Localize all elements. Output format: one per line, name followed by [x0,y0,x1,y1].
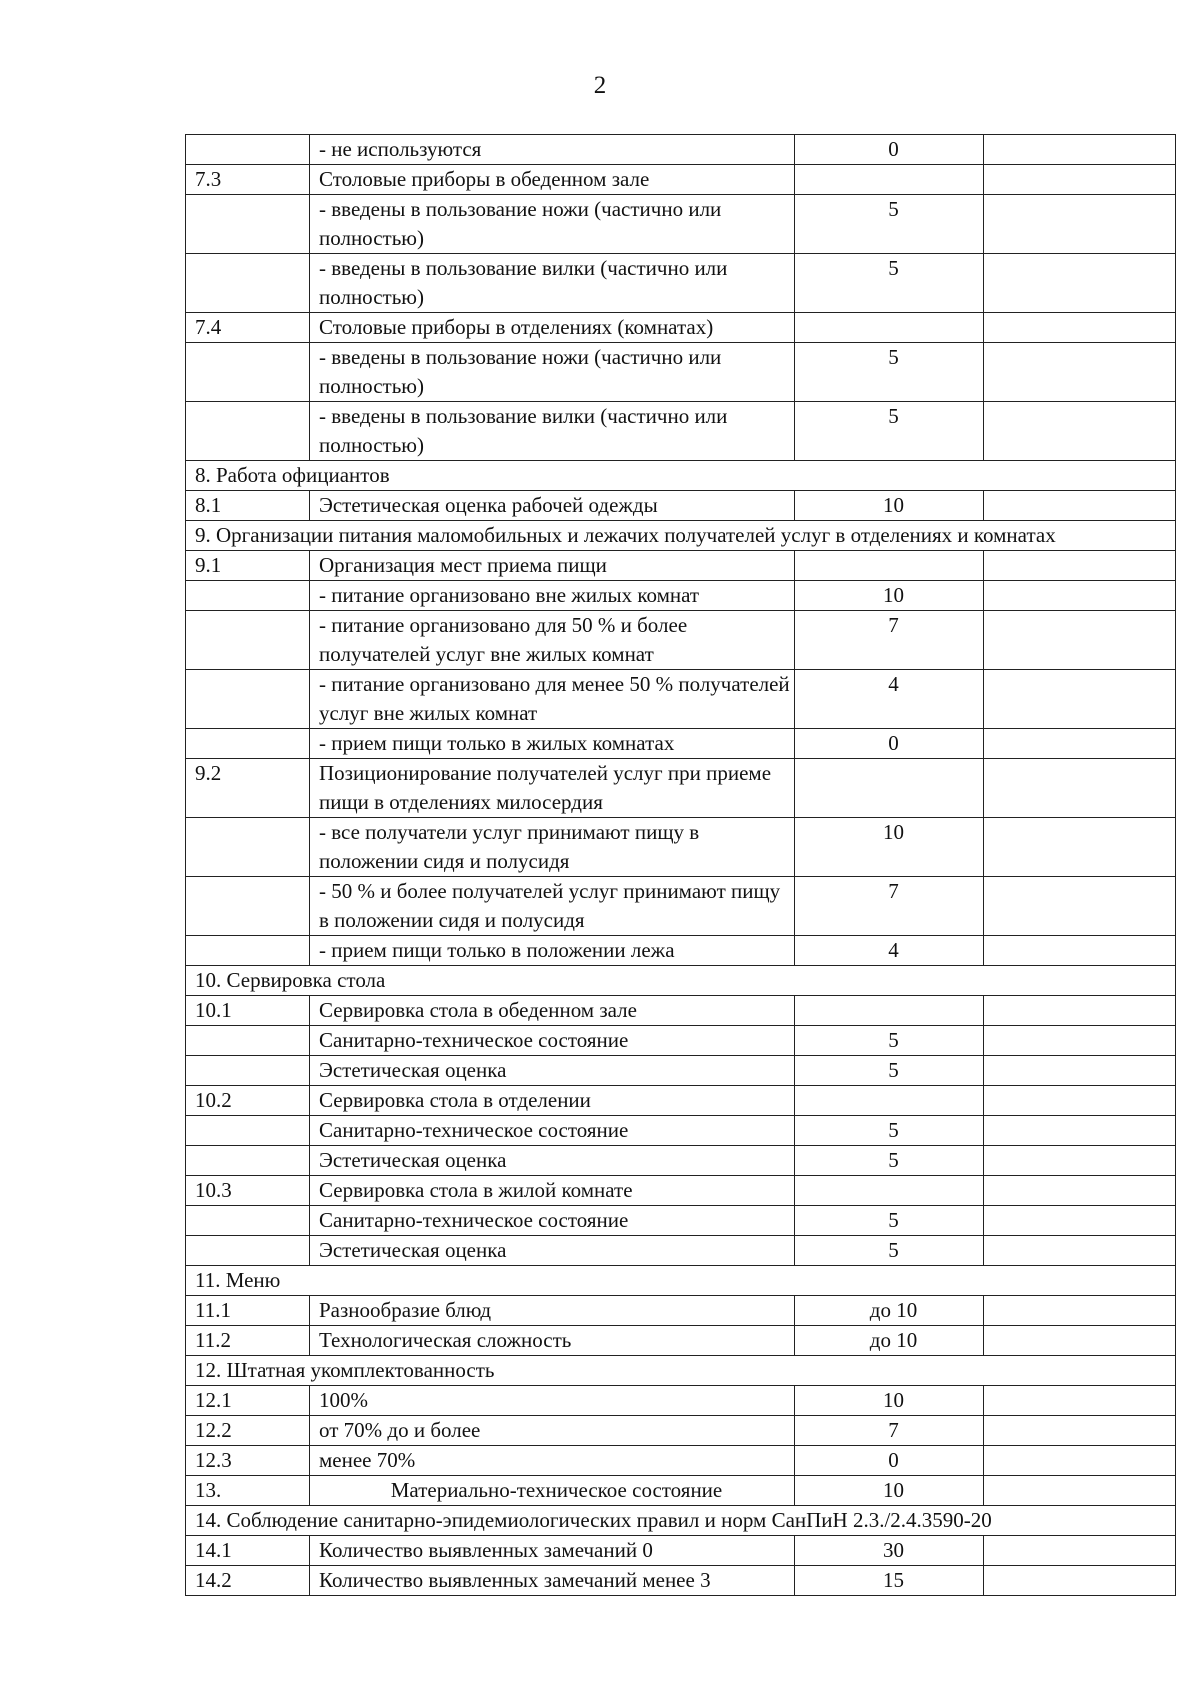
section-title: 10. Сервировка стола [186,966,1176,996]
table-row [186,1026,1176,1056]
criterion-text: Количество выявленных замечаний 0 [310,1536,795,1566]
item-number [186,611,310,670]
item-number [186,254,310,313]
result-cell [984,1536,1176,1566]
result-cell [984,1296,1176,1326]
criterion-text: 100% [310,1386,795,1416]
criterion-text: от 70% до и более [310,1416,795,1446]
criterion-text: Сервировка стола в обеденном зале [310,996,795,1026]
criterion-text: - все получатели услуг принимают пищу в положении сидя и полусидя [310,818,795,877]
item-number: 13. [186,1476,310,1506]
points-value: 5 [795,254,984,313]
points-value: 10 [795,818,984,877]
criterion-text: Разнообразие блюд [310,1296,795,1326]
result-cell [984,1056,1176,1086]
criterion-text: - 50 % и более получателей услуг принимают пищу в положении сидя и полусидя [310,877,795,936]
section-header-row [186,1266,1176,1296]
result-cell [984,1206,1176,1236]
result-cell [984,195,1176,254]
points-value: 0 [795,729,984,759]
item-number [186,402,310,461]
result-cell [984,1476,1176,1506]
points-value: 15 [795,1566,984,1596]
result-cell [984,165,1176,195]
points-value: 0 [795,135,984,165]
criterion-text: Позиционирование получателей услуг при приеме пищи в отделениях милосердия [310,759,795,818]
item-number [186,195,310,254]
table-row [186,1206,1176,1236]
item-number [186,1236,310,1266]
criterion-text: Санитарно-техническое состояние [310,1206,795,1236]
result-cell [984,1416,1176,1446]
item-number [186,670,310,729]
criterion-text: - прием пищи только в жилых комнатах [310,729,795,759]
item-number [186,818,310,877]
points-value: 5 [795,1116,984,1146]
result-cell [984,1236,1176,1266]
table-row [186,581,1176,611]
section-title: 9. Организации питания маломобильных и лежачих получателей услуг в отделениях и комнатах [186,521,1176,551]
points-value: 7 [795,877,984,936]
table-row [186,313,1176,343]
item-number [186,1056,310,1086]
criterion-text: Технологическая сложность [310,1326,795,1356]
result-cell [984,996,1176,1026]
table-row [186,1416,1176,1446]
table-row [186,1296,1176,1326]
item-number [186,729,310,759]
item-number: 9.2 [186,759,310,818]
item-number: 10.1 [186,996,310,1026]
item-number [186,581,310,611]
criterion-text: Столовые приборы в отделениях (комнатах) [310,313,795,343]
item-number: 12.1 [186,1386,310,1416]
points-value [795,165,984,195]
result-cell [984,581,1176,611]
item-number: 12.3 [186,1446,310,1476]
result-cell [984,1326,1176,1356]
points-value: 5 [795,1026,984,1056]
table-row [186,1056,1176,1086]
criterion-text: - питание организовано вне жилых комнат [310,581,795,611]
criterion-text: - не используются [310,135,795,165]
table-row [186,729,1176,759]
criterion-text: Сервировка стола в отделении [310,1086,795,1116]
item-number [186,877,310,936]
item-number: 10.2 [186,1086,310,1116]
result-cell [984,611,1176,670]
table-row [186,551,1176,581]
criterion-text: Эстетическая оценка рабочей одежды [310,491,795,521]
points-value: 5 [795,343,984,402]
criterion-text: Столовые приборы в обеденном зале [310,165,795,195]
table-row [186,996,1176,1026]
result-cell [984,1386,1176,1416]
points-value [795,996,984,1026]
item-number [186,1116,310,1146]
result-cell [984,877,1176,936]
item-number: 7.4 [186,313,310,343]
points-value [795,759,984,818]
points-value: 5 [795,1146,984,1176]
section-header-row [186,461,1176,491]
points-value: 10 [795,1386,984,1416]
points-value: 10 [795,491,984,521]
criterion-text: - введены в пользование ножи (частично или полностью) [310,343,795,402]
points-value: 10 [795,581,984,611]
section-title: 8. Работа официантов [186,461,1176,491]
item-number: 7.3 [186,165,310,195]
result-cell [984,759,1176,818]
table-row [186,1236,1176,1266]
points-value: 4 [795,936,984,966]
points-value [795,551,984,581]
item-number: 9.1 [186,551,310,581]
item-number: 10.3 [186,1176,310,1206]
table-row [186,818,1176,877]
result-cell [984,402,1176,461]
criterion-text: Сервировка стола в жилой комнате [310,1176,795,1206]
points-value: 10 [795,1476,984,1506]
criterion-text: - введены в пользование ножи (частично или полностью) [310,195,795,254]
item-number [186,1206,310,1236]
table-row [186,759,1176,818]
result-cell [984,254,1176,313]
section-title: 12. Штатная укомплектованность [186,1356,1176,1386]
result-cell [984,313,1176,343]
criterion-text: Количество выявленных замечаний менее 3 [310,1566,795,1596]
table-row [186,877,1176,936]
item-number: 12.2 [186,1416,310,1446]
section-header-row [186,966,1176,996]
table-row [186,936,1176,966]
item-number: 11.1 [186,1296,310,1326]
points-value: 5 [795,1056,984,1086]
item-number [186,936,310,966]
points-value [795,1176,984,1206]
criterion-text: Эстетическая оценка [310,1146,795,1176]
table-row [186,611,1176,670]
scoring-table [185,134,1176,1596]
page-number: 2 [593,72,607,99]
table-row [186,402,1176,461]
result-cell [984,729,1176,759]
result-cell [984,1116,1176,1146]
points-value: 5 [795,195,984,254]
result-cell [984,936,1176,966]
table-row [186,491,1176,521]
table-row [186,1536,1176,1566]
criterion-text: - введены в пользование вилки (частично или полностью) [310,402,795,461]
result-cell [984,670,1176,729]
criterion-text: - питание организовано для 50 % и более получателей услуг вне жилых комнат [310,611,795,670]
section-title: 14. Соблюдение санитарно-эпидемиологических правил и норм СанПиН 2.3./2.4.3590-20 [186,1506,1176,1536]
result-cell [984,1566,1176,1596]
points-value [795,1086,984,1116]
table-row [186,1146,1176,1176]
section-header-row [186,1506,1176,1536]
section-header-row [186,1356,1176,1386]
table-row [186,1176,1176,1206]
criterion-text: менее 70% [310,1446,795,1476]
criterion-text: - введены в пользование вилки (частично или полностью) [310,254,795,313]
result-cell [984,343,1176,402]
points-value: 30 [795,1536,984,1566]
table-row [186,165,1176,195]
item-number [186,1026,310,1056]
criterion-text: - питание организовано для менее 50 % получателей услуг вне жилых комнат [310,670,795,729]
item-number: 11.2 [186,1326,310,1356]
table-row [186,1326,1176,1356]
result-cell [984,551,1176,581]
item-number: 14.2 [186,1566,310,1596]
item-number [186,1146,310,1176]
points-value: 5 [795,1206,984,1236]
points-value: 5 [795,402,984,461]
table-row [186,1386,1176,1416]
section-header-row [186,521,1176,551]
points-value: 7 [795,611,984,670]
points-value: до 10 [795,1296,984,1326]
points-value: до 10 [795,1326,984,1356]
table-row [186,135,1176,165]
table-row [186,254,1176,313]
scoring-table-body [186,135,1176,1596]
section-title: 11. Меню [186,1266,1176,1296]
result-cell [984,1026,1176,1056]
result-cell [984,1146,1176,1176]
criterion-text: Материально-техническое состояние [310,1476,795,1506]
result-cell [984,135,1176,165]
points-value: 4 [795,670,984,729]
result-cell [984,818,1176,877]
result-cell [984,1086,1176,1116]
criterion-text: - прием пищи только в положении лежа [310,936,795,966]
points-value: 0 [795,1446,984,1476]
table-row [186,195,1176,254]
item-number: 14.1 [186,1536,310,1566]
points-value [795,313,984,343]
item-number [186,343,310,402]
criterion-text: Санитарно-техническое состояние [310,1116,795,1146]
criterion-text: Эстетическая оценка [310,1236,795,1266]
table-row [186,343,1176,402]
criterion-text: Санитарно-техническое состояние [310,1026,795,1056]
table-row [186,1086,1176,1116]
table-row [186,1476,1176,1506]
criterion-text: Эстетическая оценка [310,1056,795,1086]
points-value: 5 [795,1236,984,1266]
table-row [186,1446,1176,1476]
points-value: 7 [795,1416,984,1446]
result-cell [984,1446,1176,1476]
result-cell [984,491,1176,521]
table-row [186,670,1176,729]
criterion-text: Организация мест приема пищи [310,551,795,581]
item-number [186,135,310,165]
table-row [186,1116,1176,1146]
item-number: 8.1 [186,491,310,521]
result-cell [984,1176,1176,1206]
table-row [186,1566,1176,1596]
